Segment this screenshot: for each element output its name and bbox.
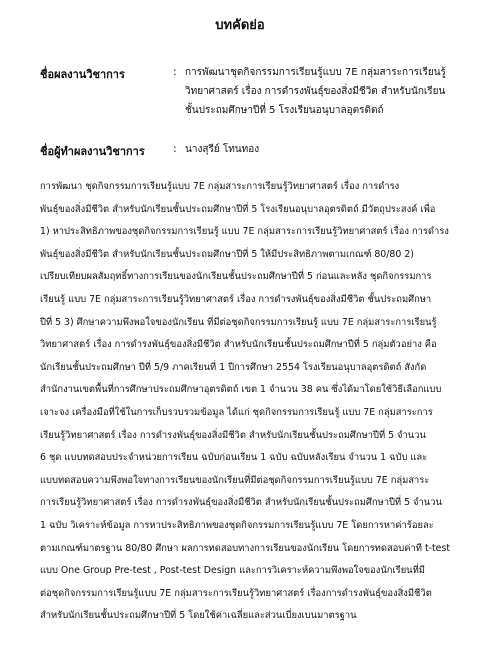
abstract-line: ต่อชุดกิจกรรมการเรียนรู้แบบ 7E กลุ่มสาระการเรียนรู้วิทยาศาสตร์ เรื่องการดำรงพันธุ์ของสิ่งมีชีวิต bbox=[40, 587, 432, 599]
page-title: บทคัดย่อ bbox=[215, 18, 265, 33]
abstract-line: วิทยาศาสตร์ เรื่อง การดำรงพันธุ์ของสิ่งมีชีวิต สำหรับนักเรียนชั้นประถมศึกษาปีที่ 5 กลุ่มตัวอย่าง คือ bbox=[40, 339, 437, 351]
author-label: ชื่อผู้ทำผลงานวิชาการ bbox=[40, 145, 145, 158]
research-title-line: การพัฒนาชุดกิจกรรมการเรียนรู้แบบ 7E กลุ่มสาระการเรียนรู้ bbox=[185, 67, 446, 78]
research-title-value bbox=[185, 63, 465, 120]
abstract-line: ปีที่ 5 3) ศึกษาความพึงพอใจของนักเรียน ที่มีต่อชุดกิจกรรมการเรียนรู้ แบบ 7E กลุ่มสาระการเรียนรู้ bbox=[40, 316, 437, 328]
abstract-body bbox=[40, 176, 470, 628]
research-title-line: วิทยาศาสตร์ เรื่อง การดำรงพันธุ์ของสิ่งมีชีวิต สำหรับนักเรียน bbox=[185, 86, 446, 97]
abstract-line: การเรียนรู้วิทยาศาสตร์ เรื่อง การดำรงพันธุ์ของสิ่งมีชีวิต สำหรับนักเรียนชั้นประถมศึกษาปีที่ 5 จำนวน bbox=[40, 497, 442, 509]
author-name bbox=[185, 140, 465, 159]
abstract-line: เจาะจง เครื่องมือที่ใช้ในการเก็บรวบรวมข้อมูล ได้แก่ ชุดกิจกรรมการเรียนรู้ แบบ 7E กลุ่มสาระการ bbox=[40, 406, 433, 418]
abstract-line: เรียนรู้ แบบ 7E กลุ่มสาระการเรียนรู้วิทยาศาสตร์ เรื่อง การดำรงพันธุ์ของสิ่งมีชีวิต ชั้นประถมศึกษา bbox=[40, 293, 432, 305]
abstract-line: แบบ One Group Pre-test , Post-test Design และการวิเคราะห์ความพึงพอใจของนักเรียนที่มี bbox=[40, 565, 425, 577]
abstract-line: การพัฒนา ชุดกิจกรรมการเรียนรู้แบบ 7E กลุ่มสาระการเรียนรู้วิทยาศาสตร์ เรื่อง การดำรง bbox=[40, 181, 400, 192]
abstract-line: พันธุ์ของสิ่งมีชีวิต สำหรับนักเรียนชั้นประถมศึกษาปีที่ 5 ให้มีประสิทธิภาพตามเกณฑ์ 80/80 2) bbox=[40, 248, 414, 260]
abstract-line: สำหรับนักเรียนชั้นประถมศึกษาปีที่ 5 โดยใช้ค่าเฉลี่ยและส่วนเบี่ยงเบนมาตรฐาน bbox=[40, 610, 357, 622]
abstract-line: 6 ชุด แบบทดสอบประจำหน่วยการเรียน ฉบับก่อนเรียน 1 ฉบับ ฉบับหลังเรียน จำนวน 1 ฉบับ และ bbox=[40, 452, 428, 464]
abstract-line: 1 ฉบับ วิเคราะห์ข้อมูล การหาประสิทธิภาพของชุดกิจกรรมการเรียนรู้แบบ 7E โดยการหาค่าร้อยละ bbox=[40, 519, 434, 531]
research-title-line: ชั้นประถมศึกษาปีที่ 5 โรงเรียนอนุบาลอุตรดิตถ์ bbox=[185, 105, 384, 116]
abstract-line: พันธุ์ของสิ่งมีชีวิต สำหรับนักเรียนชั้นประถมศึกษาปีที่ 5 โรงเรียนอนุบาลอุตรดิตถ์ มีวัตถุประสงค์ เพื่อ bbox=[40, 203, 436, 215]
abstract-line: สำนักงานเขตพื้นที่การศึกษาประถมศึกษาอุตรดิตถ์ เขต 1 จำนวน 38 คน ซึ่งได้มาโดยใช้วิธีเลือกแบบ bbox=[40, 384, 442, 396]
abstract-line: ตามเกณฑ์มาตรฐาน 80/80 ศึกษา ผลการทดสอบทางการเรียนของนักเรียน โดยการทดสอบค่าที t-test bbox=[40, 542, 451, 554]
research-title-colon: : bbox=[173, 65, 177, 78]
research-title-label: ชื่อผลงานวิชาการ bbox=[40, 68, 125, 81]
abstract-line: แบบทดสอบความพึงพอใจทางการเรียนของนักเรียนที่มีต่อชุดกิจกรรมการเรียนรู้แบบ 7E กลุ่มสาระ bbox=[40, 474, 430, 486]
abstract-line: นักเรียนชั้นประถมศึกษา ปีที่ 5/9 ภาคเรียนที่ 1 ปีการศึกษา 2554 โรงเรียนอนุบาลอุตรดิตถ์ สังกัด bbox=[40, 361, 427, 373]
author-name-text: นางสุรีย์ โทนทอง bbox=[185, 144, 260, 155]
author-colon: : bbox=[173, 142, 177, 155]
abstract-line: 1) หาประสิทธิภาพของชุดกิจกรรมการเรียนรู้ แบบ 7E กลุ่มสาระการเรียนรู้วิทยาศาสตร์ เรื่อง การดำรง bbox=[40, 226, 449, 238]
abstract-line: เปรียบเทียบผลสัมฤทธิ์ทางการเรียนของนักเรียนชั้นประถมศึกษาปีที่ 5 ก่อนและหลัง ชุดกิจกรรมการ bbox=[40, 271, 432, 283]
abstract-line: เรียนรู้วิทยาศาสตร์ เรื่อง การดำรงพันธุ์ของสิ่งมีชีวิต สำหรับนักเรียนชั้นประถมศึกษาปีที่ 5 จำนวน bbox=[40, 429, 426, 441]
